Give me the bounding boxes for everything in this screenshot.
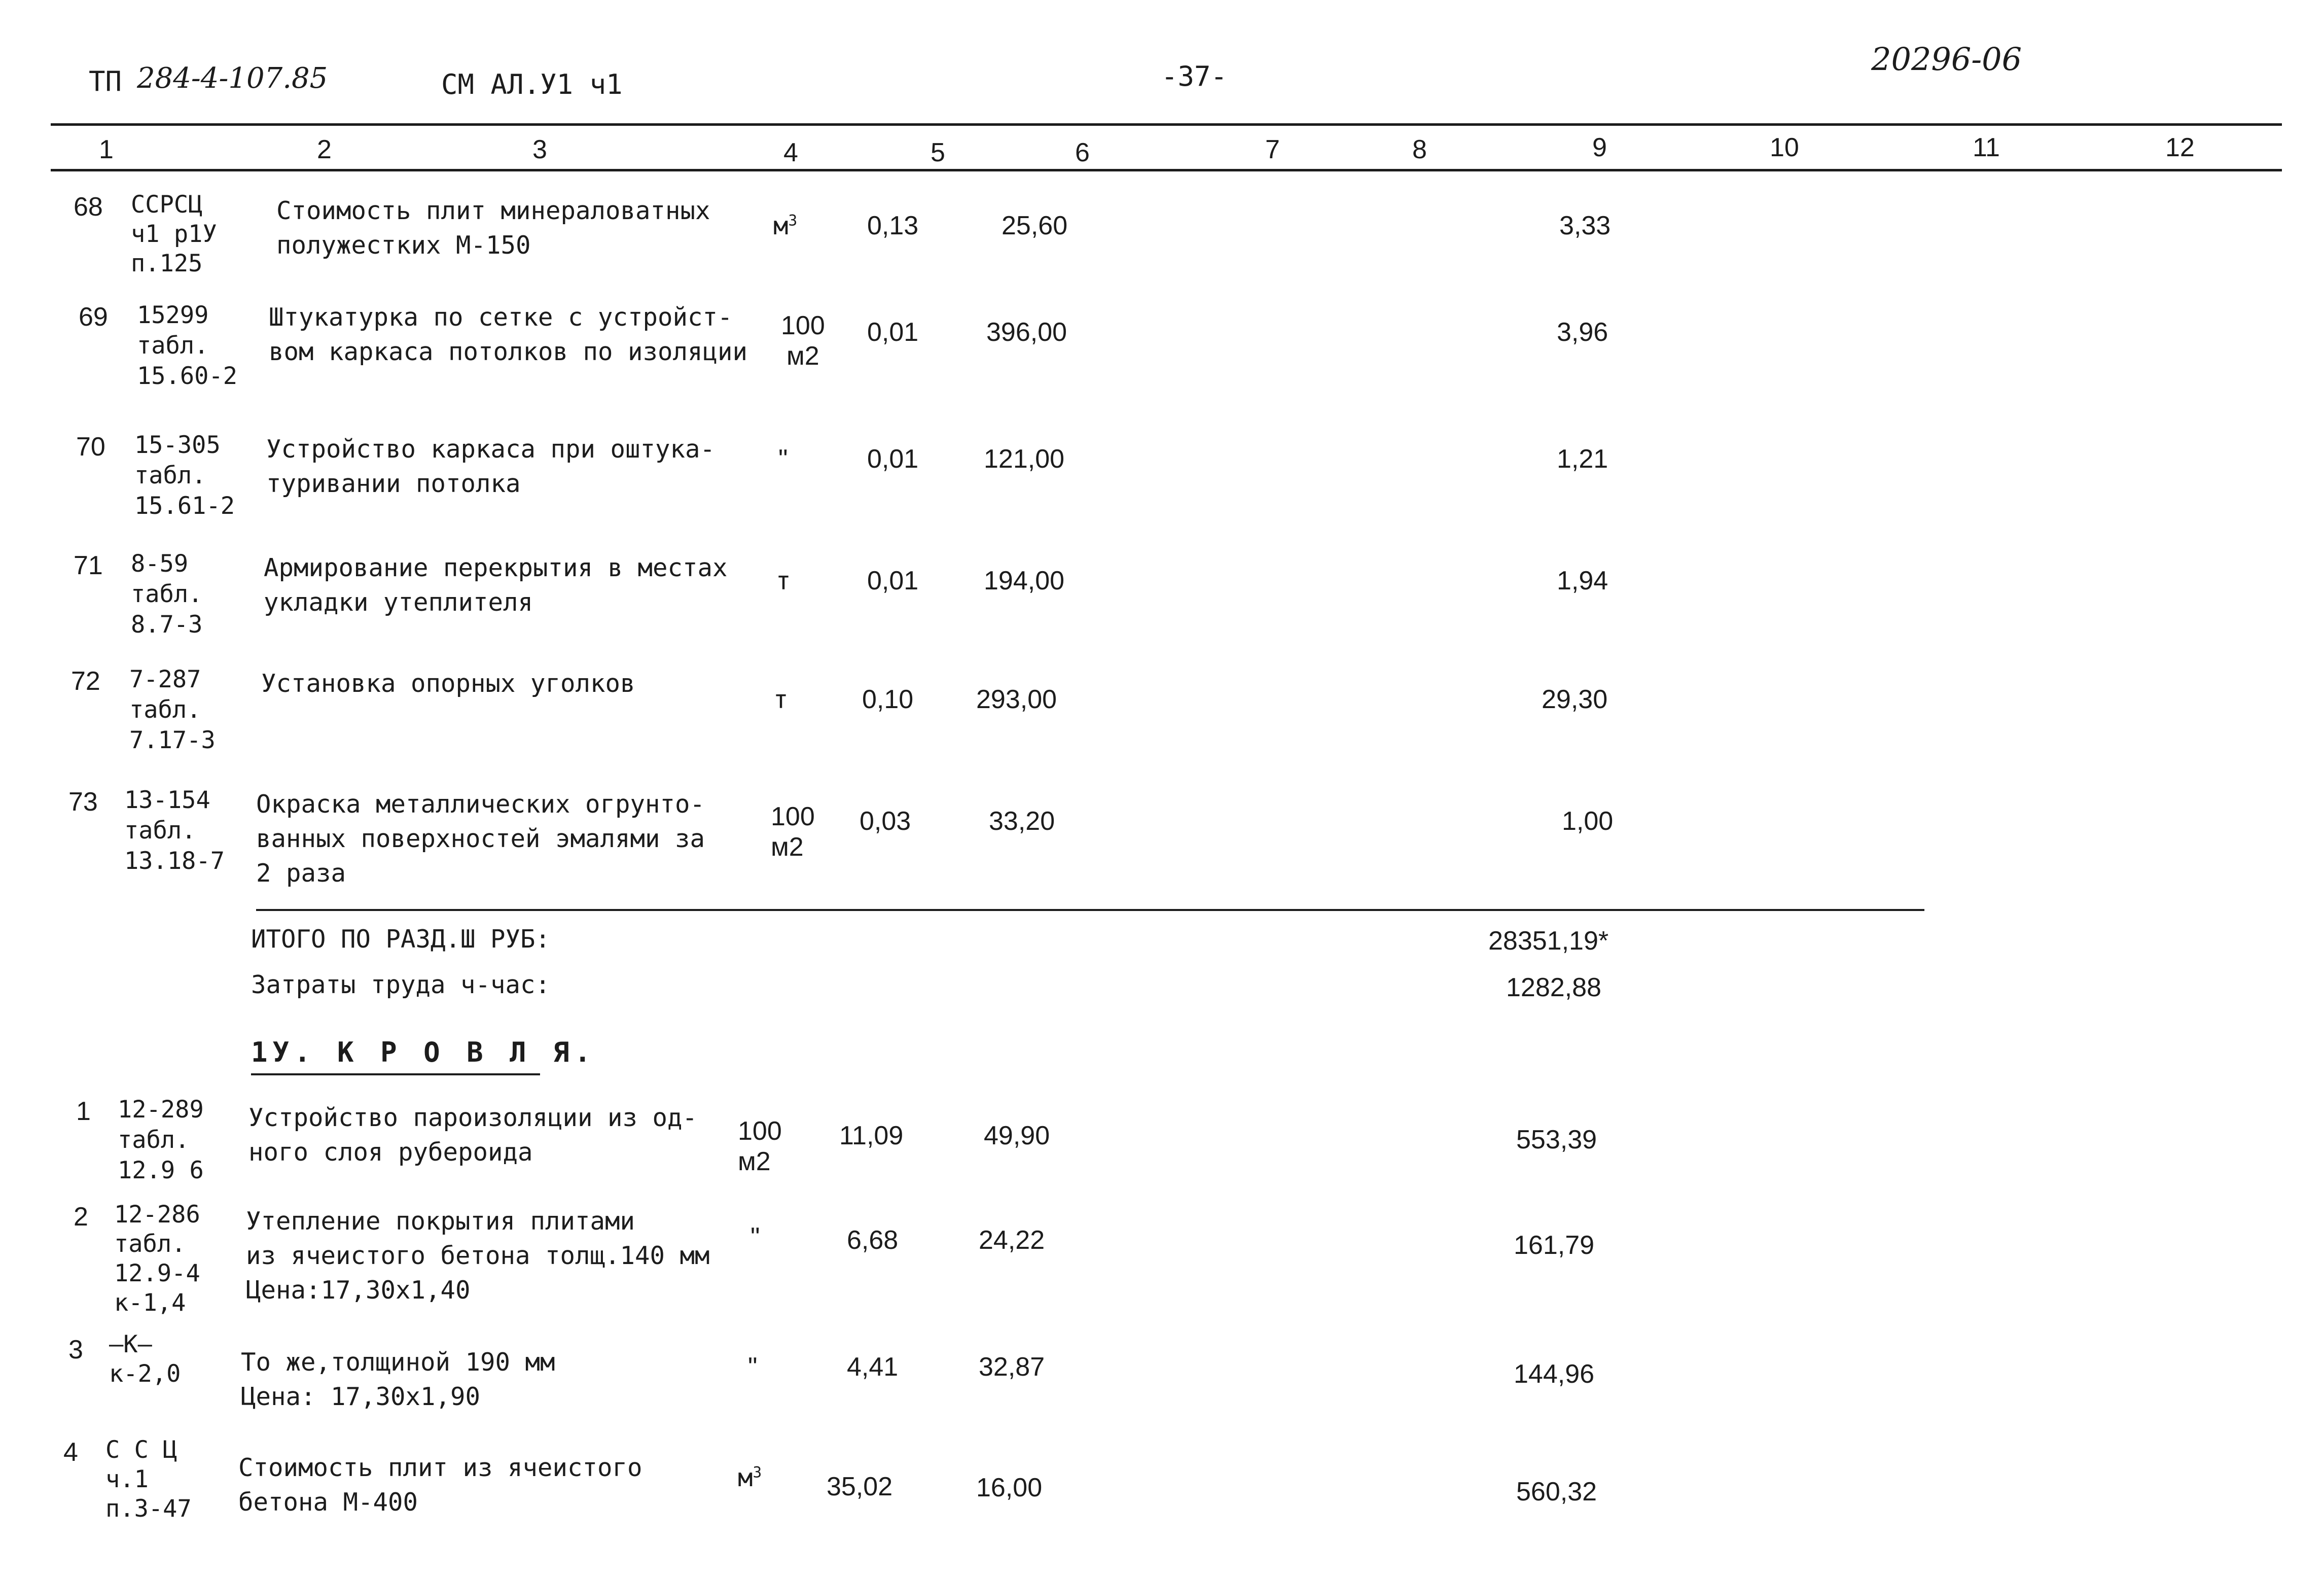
row-number: 72 — [71, 667, 100, 696]
total-cost: 1,21 — [1557, 444, 1608, 474]
unit: $м^3$ — [773, 212, 798, 240]
col-num-10: 10 — [1770, 133, 1799, 162]
unit: 100 м2 — [738, 1116, 782, 1176]
quantity: 11,09 — [839, 1121, 904, 1150]
row-number: 69 — [79, 302, 108, 332]
work-description: Штукатурка по сетке с устройст- вом каркаса потолков по изоляции — [269, 303, 748, 366]
section-total-value: 28351,19* — [1488, 926, 1609, 956]
quantity: 0,10 — [862, 685, 914, 714]
total-cost: 1,00 — [1562, 807, 1614, 836]
unit: " — [748, 1352, 758, 1382]
total-cost: 553,39 — [1516, 1125, 1597, 1154]
unit: $м^3$ — [738, 1463, 762, 1492]
unit-price: 25,60 — [1002, 211, 1068, 240]
norm-code: 15299 табл. 15.60-2 — [137, 301, 238, 390]
work-description: Утепление покрытия плитами из ячеистого бетона толщ.140 мм Цена:17,30х1,40 — [246, 1207, 710, 1305]
archive-stamp: 20296-06 — [1871, 41, 2022, 78]
row-number: 68 — [74, 192, 103, 222]
unit: 100 м2 — [781, 311, 825, 371]
col-num-4: 4 — [783, 138, 798, 167]
quantity: 0,01 — [867, 444, 919, 474]
work-description: Армирование перекрытия в местах укладки утеплителя — [264, 553, 728, 617]
work-description: Стоимость плит минераловатных полужестких М-150 — [276, 196, 710, 260]
unit-price: 16,00 — [976, 1473, 1043, 1502]
unit-price: 293,00 — [976, 685, 1057, 714]
unit: " — [778, 444, 788, 474]
quantity: 0,13 — [867, 211, 919, 240]
header-rule-bottom — [51, 169, 2282, 171]
norm-code: 13-154 табл. 13.18-7 — [124, 786, 225, 875]
row-number: 73 — [68, 787, 98, 817]
unit: т — [776, 567, 791, 596]
work-description: Стоимость плит из ячеистого бетона М-400 — [238, 1453, 642, 1517]
norm-code: ССРСЦ ч1 р1У п.125 — [131, 191, 217, 277]
quantity: 0,01 — [867, 566, 919, 596]
col-num-2: 2 — [317, 135, 332, 164]
section-heading-underline — [251, 1073, 540, 1075]
norm-code: 12-289 табл. 12.9 6 — [118, 1096, 204, 1184]
subtotal-rule — [256, 909, 1924, 911]
header-rule-top — [51, 123, 2282, 126]
unit-price: 121,00 — [984, 444, 1065, 474]
total-cost: 1,94 — [1557, 566, 1608, 596]
total-cost: 3,96 — [1557, 318, 1608, 347]
norm-code: —К— к-2,0 — [109, 1330, 181, 1388]
total-cost: 144,96 — [1514, 1359, 1595, 1389]
unit-price: 32,87 — [979, 1352, 1045, 1382]
quantity: 0,01 — [867, 318, 919, 347]
norm-code: 7-287 табл. 7.17-3 — [129, 666, 216, 754]
col-num-9: 9 — [1592, 133, 1607, 162]
quantity: 35,02 — [827, 1472, 893, 1501]
quantity: 0,03 — [860, 807, 911, 836]
row-number: 71 — [74, 551, 103, 580]
row-number: 2 — [74, 1202, 88, 1232]
labor-cost-value: 1282,88 — [1506, 973, 1601, 1002]
col-num-1: 1 — [99, 135, 114, 164]
col-num-12: 12 — [2165, 133, 2195, 162]
row-number: 70 — [76, 432, 105, 462]
work-description: Устройство каркаса при оштука- туривании потолка — [266, 435, 716, 498]
unit: т — [773, 685, 789, 714]
col-num-11: 11 — [1973, 133, 2000, 162]
unit-price: 33,20 — [989, 807, 1055, 836]
section-total-label: ИТОГО ПО РАЗД.Ш РУБ: — [251, 925, 551, 954]
col-num-6: 6 — [1075, 138, 1090, 167]
work-description: То же,толщиной 190 мм Цена: 17,30х1,90 — [241, 1348, 555, 1411]
col-num-5: 5 — [931, 138, 945, 167]
norm-code: 8-59 табл. 8.7-3 — [131, 550, 203, 639]
row-number: 1 — [76, 1097, 91, 1126]
quantity: 4,41 — [847, 1352, 899, 1382]
unit-price: 24,22 — [979, 1225, 1045, 1255]
total-cost: 3,33 — [1559, 211, 1611, 240]
row-number: 4 — [63, 1438, 78, 1467]
unit-price: 396,00 — [986, 318, 1067, 347]
col-num-7: 7 — [1265, 135, 1280, 164]
col-num-3: 3 — [532, 135, 547, 164]
doc-code-typed: ТП — [89, 65, 122, 97]
norm-code: 15-305 табл. 15.61-2 — [134, 431, 235, 520]
norm-code: С С Ц ч.1 п.3-47 — [105, 1436, 192, 1523]
page-number: -37- — [1161, 60, 1228, 92]
total-cost: 560,32 — [1516, 1477, 1597, 1507]
row-number: 3 — [68, 1335, 83, 1364]
work-description: Установка опорных уголков — [261, 669, 635, 698]
col-num-8: 8 — [1412, 135, 1427, 164]
unit-price: 49,90 — [984, 1121, 1050, 1150]
quantity: 6,68 — [847, 1225, 899, 1255]
unit: 100 м2 — [771, 802, 815, 862]
doc-code-handwritten: 284-4-107.85 — [137, 62, 328, 95]
doc-designation: СМ АЛ.У1 ч1 — [441, 68, 623, 100]
norm-code: 12-286 табл. 12.9-4 к-1,4 — [114, 1201, 200, 1317]
unit-price: 194,00 — [984, 566, 1065, 596]
total-cost: 29,30 — [1542, 685, 1608, 714]
work-description: Окраска металлических огрунто- ванных поверхностей эмалями за 2 раза — [256, 790, 705, 888]
work-description: Устройство пароизоляции из од- ного слоя рубероида — [248, 1103, 698, 1167]
labor-cost-label: Затраты труда ч-час: — [251, 970, 551, 999]
unit: " — [750, 1222, 760, 1252]
total-cost: 161,79 — [1514, 1231, 1595, 1260]
section-heading: 1У. К Р О В Л Я. — [251, 1036, 596, 1068]
